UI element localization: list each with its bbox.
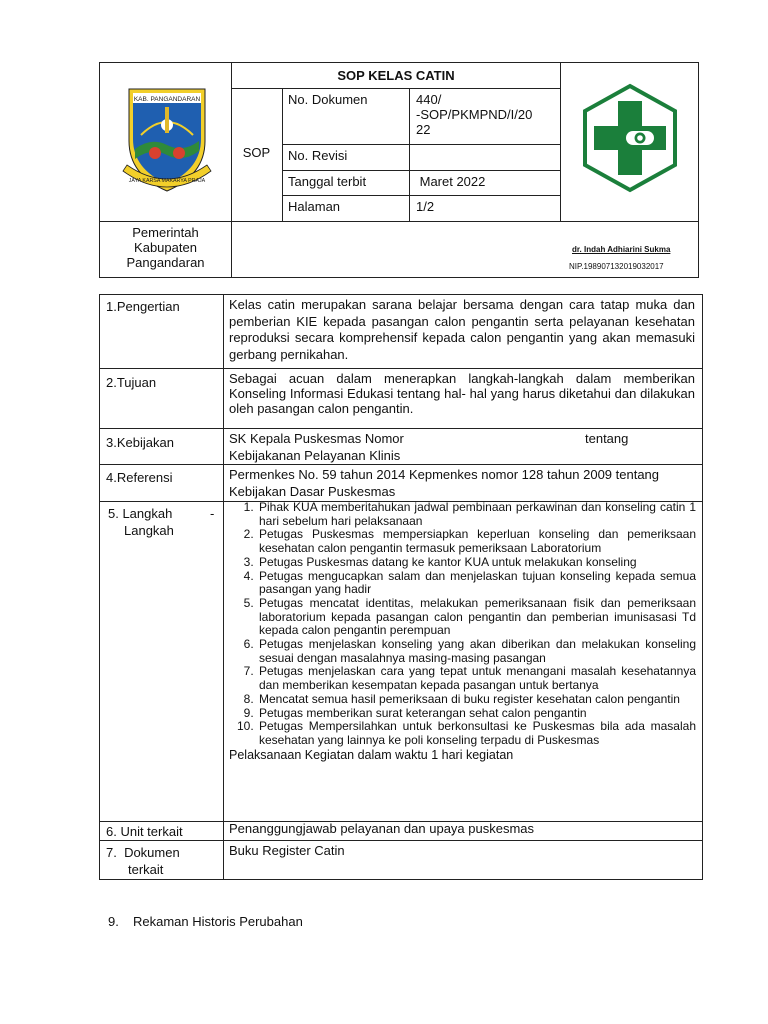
logo-motto: JAYA KARSA MAKARYA PRAJA	[128, 178, 206, 184]
logo-top-text: KAB. PANGANDARAN	[133, 96, 201, 103]
referensi-text: Permenkes No. 59 tahun 2014 Kepmenkes nomor 128 tahun 2009 tentang Kebijakan Dasar Puskesmas	[229, 467, 660, 499]
list-item: 8. Mencatat semua hasil pemeriksaan di buku register kesehatan calon pengantin	[257, 693, 696, 707]
header-divider	[282, 195, 561, 196]
pengertian-text: Kelas catin merupakan sarana belajar bersama dengan cara tatap muka dan pemberian KIE kepada pasangan calon pengantin serta pelayanan kesehatan reproduksi secara komprehensif kepada calon pengantin yang akan memasuki gerbang pernikahan.	[229, 297, 695, 362]
kebijakan-line2: Kebijakanan Pelayanan Klinis	[229, 448, 401, 463]
halaman-label: Halaman	[288, 199, 341, 214]
sop-label: SOP	[242, 145, 271, 160]
tanggal-terbit-value: Maret 2022	[416, 174, 486, 189]
list-item: 1. Pihak KUA memberitahukan jadwal pembinaan perkawinan dan konseling catin 1 hari sebelum hari pelaksanaan	[257, 501, 696, 528]
list-item: 10. Petugas Mempersilahkan untuk berkonsultasi ke Puskesmas bila ada masalah kesehatan yang lainnya ke poli konseling terpadu di Puskesmas	[257, 720, 696, 747]
langkah-label-line1: 5. Langkah	[108, 506, 173, 521]
list-item: 7. Petugas menjelaskan cara yang tepat untuk menangani masalah kesehatannya dan memberikan kesempatan kepada pasangan untuk bertanya	[257, 665, 696, 692]
header-divider	[409, 88, 410, 221]
row-divider	[100, 464, 703, 465]
rekaman-text: Rekaman Historis Perubahan	[133, 914, 303, 929]
sop-content-table	[99, 294, 703, 880]
row-divider	[100, 840, 703, 841]
referensi-label: 4.Referensi	[106, 470, 173, 485]
header-divider	[282, 88, 283, 221]
dokumen-terkait-text: Buku Register Catin	[229, 843, 345, 858]
signer-name: dr. Indah Adhiarini Sukma	[572, 245, 671, 254]
list-item: 6. Petugas menjelaskan konseling yang akan diberikan dan melakukan konseling sesuai dengan masalahnya masing-masing pasangan	[257, 638, 696, 665]
list-item: 9. Petugas memberikan surat keterangan sehat calon pengantin	[257, 707, 696, 721]
rekaman-number: 9.	[108, 914, 119, 929]
tanggal-terbit-label: Tanggal terbit	[288, 174, 367, 189]
header-divider	[231, 88, 561, 89]
row-divider	[100, 428, 703, 429]
unit-terkait-label: 6. Unit terkait	[106, 824, 183, 839]
dokumen-terkait-label-line2: terkait	[128, 862, 164, 877]
list-item: 3. Petugas Puskesmas datang ke kantor KUA untuk melakukan konseling	[257, 556, 696, 570]
pengertian-label: 1.Pengertian	[106, 299, 180, 314]
header-divider	[231, 63, 232, 278]
no-dokumen-label: No. Dokumen	[288, 92, 368, 107]
langkah-steps-container	[229, 501, 696, 762]
list-item: 5. Petugas mencatat identitas, melakukan pemeriksanaan fisik dan pemeriksaan laboratorium kepada pasangan calon pengantin dan pemberian imunisasasi Td kepada calon pengantin perempuan	[257, 597, 696, 638]
row-divider	[100, 368, 703, 369]
kebijakan-line1-left: SK Kepala Puskesmas Nomor	[229, 431, 404, 446]
langkah-steps-list	[229, 501, 696, 748]
header-divider	[100, 221, 699, 222]
halaman-value: 1/2	[416, 199, 435, 214]
signer-nip: NIP.198907132019032017	[569, 262, 664, 271]
list-item: 4. Petugas mengucapkan salam dan menjelaskan tujuan konseling kepada semua pasangan yang hadir	[257, 570, 696, 597]
sop-header-table	[99, 62, 699, 278]
tujuan-label: 2.Tujuan	[106, 375, 157, 390]
no-revisi-label: No. Revisi	[288, 148, 348, 163]
list-item: 2. Petugas Puskesmas mempersiapkan keperluan konseling dan pemeriksaan kesehatan calon pengantin termasuk pemeriksaan Laboratorium	[257, 528, 696, 555]
kabupaten-logo	[121, 79, 213, 197]
tujuan-text: Sebagai acuan dalam menerapkan langkah-langkah dalam memberikan Konseling Informasi Edukasi tentang hal- hal yang harus diketahui dan dilakukan oleh pasangan calon pengantin.	[229, 371, 695, 416]
langkah-label-line2: Langkah	[124, 523, 174, 538]
sop-title: SOP KELAS CATIN	[337, 68, 455, 83]
kebijakan-line1-right: tentang	[585, 431, 629, 446]
institution-name: Pemerintah Kabupaten Pangandaran	[126, 225, 205, 270]
header-divider	[282, 144, 561, 145]
langkah-footer: Pelaksanaan Kegiatan dalam waktu 1 hari kegiatan	[229, 747, 514, 762]
langkah-label-dash: -	[210, 506, 215, 521]
unit-terkait-text: Penanggungjawab pelayanan dan upaya puskesmas	[229, 821, 535, 836]
content-column-divider	[223, 295, 224, 880]
kebijakan-label: 3.Kebijakan	[106, 435, 174, 450]
no-dokumen-value: 440/ -SOP/PKMPND/I/20 22	[416, 92, 533, 137]
dokumen-terkait-label-line1: 7. Dokumen	[106, 845, 180, 860]
puskesmas-logo	[580, 83, 680, 193]
header-divider	[282, 170, 561, 171]
